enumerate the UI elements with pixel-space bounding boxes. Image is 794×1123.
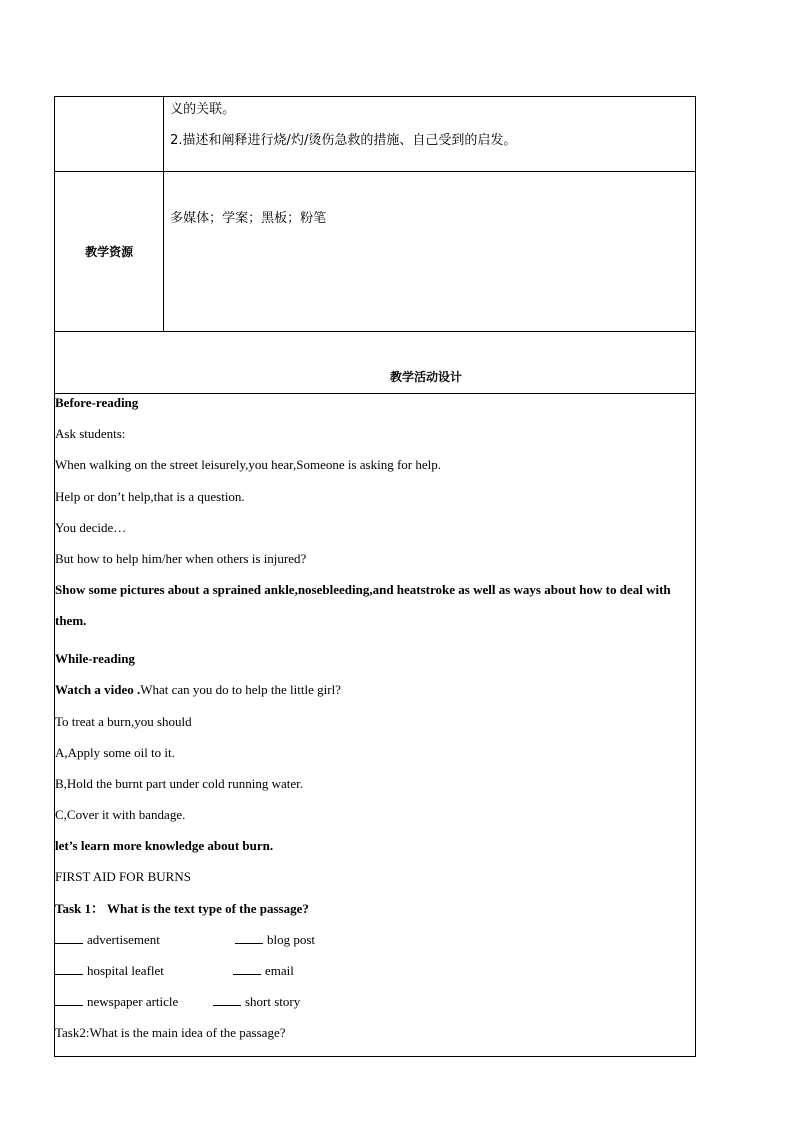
help-question: Help or don’t help,that is a question.	[55, 488, 245, 504]
answer-blank	[213, 994, 241, 1006]
choice-label: email	[265, 963, 294, 978]
watch-video-question: What can you do to help the little girl?	[140, 682, 341, 698]
answer-blank	[55, 963, 83, 975]
objective-line-2: 2.描述和阐释进行烧/灼/烫伤急救的措施、自己受到的启发。	[170, 133, 517, 148]
learn-more: let’s learn more knowledge about burn.	[55, 838, 274, 854]
lesson-plan-table	[54, 96, 696, 1057]
answer-blank	[235, 932, 263, 944]
activity-content	[55, 394, 696, 1057]
watch-video-bold: Watch a video .	[55, 682, 141, 698]
objective-line-1: 义的关联。	[170, 102, 236, 117]
choice-label: advertisement	[87, 931, 160, 947]
activity-design-title: 教学活动设计	[55, 332, 696, 394]
activity-title-row	[55, 332, 696, 394]
resources-label: 教学资源	[55, 172, 164, 332]
answer-blank	[55, 932, 83, 944]
choice-row-2	[55, 962, 695, 993]
ask-students: Ask students:	[55, 426, 126, 442]
watch-video	[55, 681, 695, 712]
how-to-help: But how to help him/her when others is injured?	[55, 550, 307, 566]
choice-label: hospital leaflet	[87, 963, 164, 978]
show-pictures: Show some pictures about a sprained ankle,nosebleeding,and heatstroke as well as ways about how to deal with them.	[55, 582, 671, 629]
walking-scenario: When walking on the street leisurely,you hear,Someone is asking for help.	[55, 457, 442, 473]
choice-row-1	[55, 931, 695, 962]
resources-row	[55, 172, 696, 332]
before-reading-heading: Before-reading	[55, 395, 139, 410]
option-a: A,Apply some oil to it.	[55, 744, 175, 760]
choice-label: blog post	[267, 931, 316, 947]
treat-burn-prompt: To treat a burn,you should	[55, 713, 192, 729]
choice-label: short story	[245, 994, 301, 1010]
choice-label: newspaper article	[87, 994, 179, 1010]
objectives-content-cell	[164, 97, 696, 172]
resources-content: 多媒体；学案；黑板；粉笔	[164, 172, 696, 332]
option-c: C,Cover it with bandage.	[55, 807, 186, 823]
you-decide: You decide…	[55, 519, 127, 535]
option-b: B,Hold the burnt part under cold running water.	[55, 775, 304, 791]
objectives-row	[55, 97, 696, 172]
answer-blank	[233, 963, 261, 975]
objectives-label-cell	[55, 97, 164, 172]
while-reading-heading: While-reading	[55, 651, 135, 667]
task-2: Task2:What is the main idea of the passage?	[55, 1025, 286, 1041]
first-aid-title: FIRST AID FOR BURNS	[55, 869, 191, 885]
answer-blank	[55, 994, 83, 1006]
choice-row-3	[55, 993, 695, 1024]
activity-row	[55, 394, 696, 1057]
task-1: Task 1： What is the text type of the passage?	[55, 900, 309, 916]
